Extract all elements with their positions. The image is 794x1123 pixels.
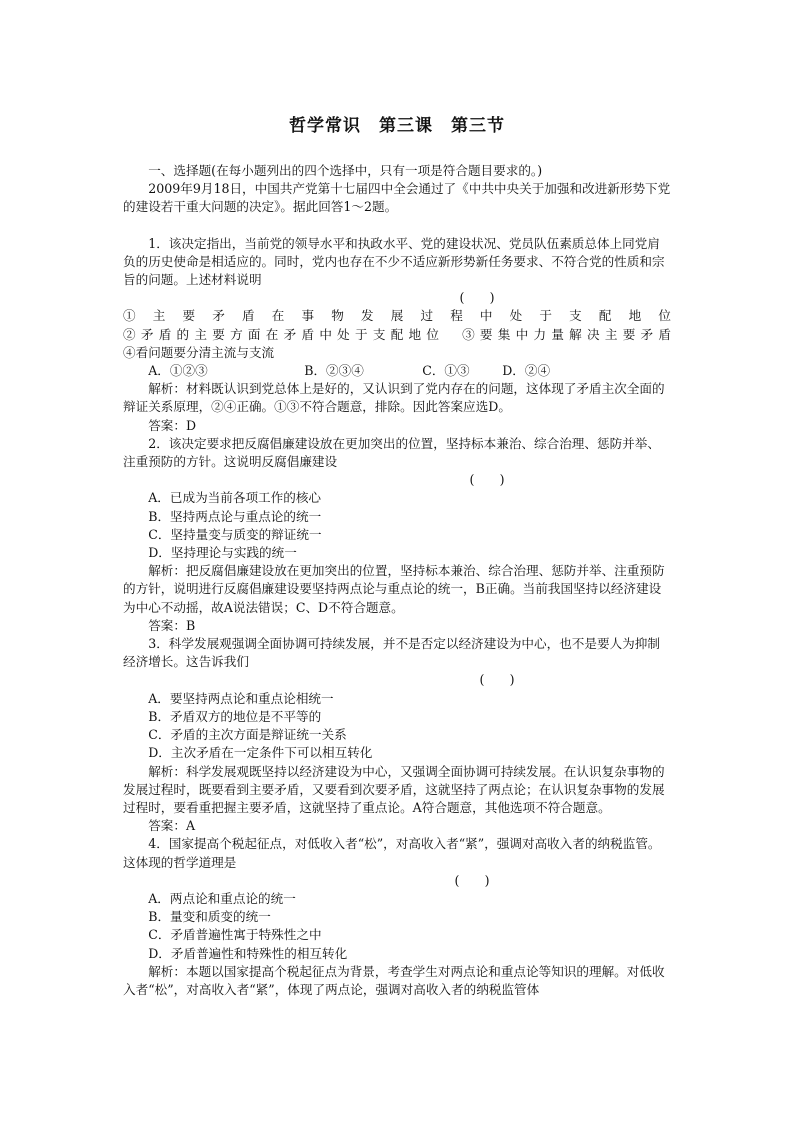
question-3-option-b: B．矛盾双方的地位是不平等的 [148,708,322,724]
question-4-stem: 4．国家提高个税起征点，对低收入者“松”，对高收入者“紧”，强调对高收入者的纳税监管。这体现的哲学道理是 [123,836,661,870]
question-2-stem: 2．该决定要求把反腐倡廉建设放在更加突出的位置，坚持标本兼治、综合治理、惩防并举、注重预防的方针。这说明反腐倡廉建设 [123,435,660,470]
question-1-option-d: D．②④ [502,363,551,379]
question-4-option-d: D．矛盾普遍性和特殊性的相互转化 [148,945,348,961]
question-3-answer-blank: ( ) [479,672,515,688]
question-1-option-b: B．②③④ [304,363,364,379]
question-2-option-b: B．坚持两点论与重点论的统一 [148,508,322,524]
question-4-option-b: B．量变和质变的统一 [148,909,271,925]
question-1-answer: 答案：D [148,417,197,433]
question-3-option-d: D．主次矛盾在一定条件下可以相互转化 [148,745,373,761]
question-1-option-a: A．①②③ [148,363,208,379]
question-3-stem: 3．科学发展观强调全面协调可持续发展，并不是否定以经济建设为中心，也不是要人为抑制经济增长。这告诉我们 [123,636,660,670]
question-4-answer-blank: ( ) [454,872,490,888]
question-1-answer-blank: ( ) [459,290,495,306]
question-1-stem: 1．该决定指出，当前党的领导水平和执政水平、党的建设状况、党员队伍素质总体上同党肩负的历史使命是相适应的。同时，党内也存在不少不适应新形势新任务要求、不符合党的性质和宗旨的问题。上述材料说明 [123,235,665,288]
question-4-analysis: 解析：本题以国家提高个税起征点为背景，考查学生对两点论和重点论等知识的理解。对低收入者“松”，对高收入者“紧”，体现了两点论，强调对高收入者的纳税监管体 [123,963,665,997]
question-2-option-a: A．已成为当前各项工作的核心 [148,490,322,506]
question-2-option-c: C．坚持量变与质变的辩证统一 [148,526,322,542]
document-body [123,162,671,999]
question-2-answer: 答案：B [148,617,196,633]
question-2-analysis: 解析：把反腐倡廉建设放在更加突出的位置，坚持标本兼治、综合治理、惩防并举、注重预防的方针，说明进行反腐倡廉建设要坚持两点论与重点论的统一，B正确。当前我国坚持以经济建设为中心不动摇，故A说法错误；C、D不符合题意。 [123,563,665,615]
question-1-analysis: 解析：材料既认识到党总体上是好的，又认识到了党内存在的问题，这体现了矛盾主次全面的辩证关系原理，②④正确。①③不符合题意，排除。因此答案应选D。 [123,381,665,415]
question-1-options [123,362,671,380]
question-1-item-4: ④看问题要分清主流与支流 [123,344,275,360]
question-3-analysis: 解析：科学发展观既坚持以经济建设为中心，又强调全面协调可持续发展。在认识复杂事物的发展过程时，既要看到主要矛盾，又要看到次要矛盾，这就坚持了两点论；在认识复杂事物的发展过程时，要看重把握主要矛盾，这就坚持了重点论。A符合题意，其他选项不符合题意。 [123,763,665,815]
question-3-option-a: A．要坚持两点论和重点论相统一 [148,690,334,706]
material-text: 2009年9月18日，中国共产党第十七届四中全会通过了《中共中央关于加强和改进新形势下党的建设若干重大问题的决定》。据此回答1～2题。 [123,181,671,215]
question-2-answer-blank: ( ) [469,472,505,488]
question-3-answer: 答案：A [148,818,196,834]
question-2-option-d: D．坚持理论与实践的统一 [148,545,297,561]
section-intro: 一、选择题(在每小题列出的四个选择中，只有一项是符合题目要求的。) [148,163,543,178]
question-1-item-1: ①主要矛盾在事物发展过程中处于支配地位 [123,308,671,324]
page-title: 哲学常识 第三课 第三节 [289,116,505,136]
question-4-option-c: C．矛盾普遍性寓于特殊性之中 [148,927,322,943]
question-1-option-c: C．①③ [422,363,470,379]
question-4-option-a: A．两点论和重点论的统一 [148,890,296,906]
question-1-item-2-3: ②矛盾的主要方面在矛盾中处于支配地位 ③要集中力量解决主要矛盾 [123,326,671,342]
question-3-option-c: C．矛盾的主次方面是辩证统一关系 [148,727,347,743]
